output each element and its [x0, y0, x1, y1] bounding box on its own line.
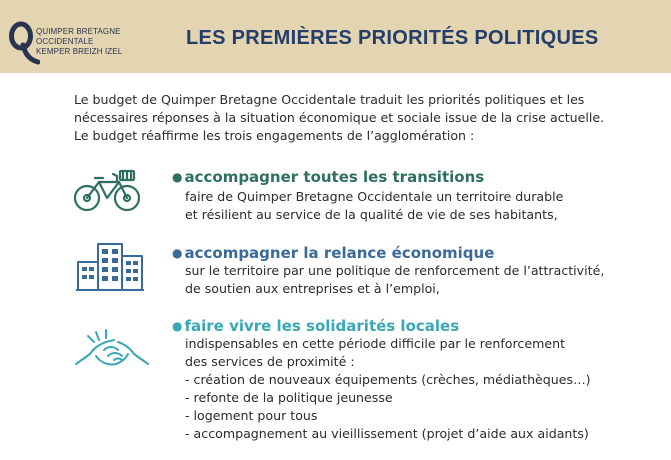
- body-line: et résilient au service de la qualité de vie de ses habitants,: [185, 207, 558, 222]
- logo-text: [36, 27, 122, 57]
- priority-title-text: faire vivre les solidarités locales: [184, 317, 460, 335]
- intro-line: nécessaires réponses à la situation économique et sociale issue de la crise actuelle.: [74, 110, 605, 125]
- bicycle-icon: [73, 168, 143, 214]
- intro-line: Le budget réaffirme les trois engagements de l’agglomération :: [74, 128, 475, 143]
- header-banner: [0, 0, 671, 73]
- body-line: - accompagnement au vieillissement (projet d’aide aux aidants): [185, 426, 589, 441]
- priority-title: [172, 316, 459, 337]
- page-title: LES PREMIÈRES PRIORITÉS POLITIQUES: [186, 27, 599, 49]
- intro-line: Le budget de Quimper Bretagne Occidentale traduit les priorités politiques et les: [74, 92, 585, 107]
- bullet-icon: ●: [172, 246, 183, 260]
- body-line: - refonte de la politique jeunesse: [185, 390, 393, 405]
- logo-line: QUIMPER BRETAGNE: [36, 27, 121, 36]
- logo-line: KEMPER BREIZH IZEL: [36, 47, 123, 56]
- handshake-icon: [74, 326, 150, 374]
- priority-body: [185, 335, 665, 443]
- body-line: de soutien aux entreprises et à l’emploi,: [185, 281, 440, 296]
- body-line: - création de nouveaux équipements (crèches, médiathèques…): [185, 372, 591, 387]
- priority-body: [185, 188, 665, 224]
- bullet-icon: ●: [172, 170, 183, 184]
- body-line: des services de proximité :: [185, 354, 355, 369]
- priority-title: [172, 243, 494, 264]
- body-line: sur le territoire par une politique de renforcement de l’attractivité,: [185, 263, 605, 278]
- logo-line: OCCIDENTALE: [36, 37, 94, 46]
- body-line: - logement pour tous: [185, 408, 318, 423]
- priority-body: [185, 262, 665, 298]
- body-line: faire de Quimper Bretagne Occidentale un territoire durable: [185, 189, 564, 204]
- bullet-icon: ●: [172, 319, 183, 333]
- buildings-icon: [74, 238, 148, 294]
- priority-title-text: accompagner la relance économique: [184, 244, 495, 262]
- priority-title-text: accompagner toutes les transitions: [184, 168, 485, 186]
- intro-paragraph: [74, 91, 664, 145]
- priority-title: [172, 167, 484, 188]
- body-line: indispensables en cette période difficile par le renforcement: [185, 336, 566, 351]
